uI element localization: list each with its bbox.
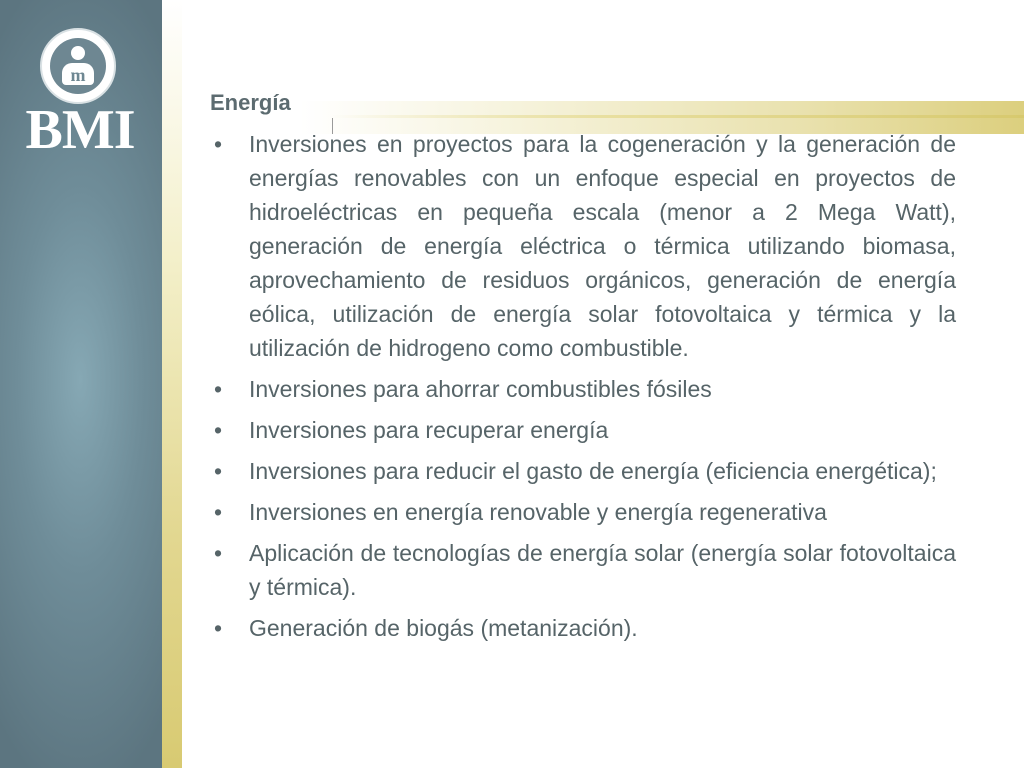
list-item-text: Inversiones para ahorrar combustibles fósiles: [249, 376, 712, 402]
list-item: [210, 372, 956, 406]
slide-title: Energía: [210, 90, 291, 115]
person-emblem-icon: [50, 38, 106, 94]
list-item-text: Inversiones para reducir el gasto de energía (eficiencia energética);: [249, 458, 937, 484]
emblem-letter: m: [70, 65, 86, 85]
bullet-icon: •: [214, 417, 223, 443]
bullet-icon: •: [214, 376, 223, 402]
list-item: [210, 536, 956, 604]
logo-text: BMI: [25, 99, 135, 161]
list-item-text: Inversiones en energía renovable y energía regenerativa: [249, 499, 827, 525]
gold-accent-strip: [162, 0, 182, 768]
bullet-icon: •: [214, 458, 223, 484]
list-item: [210, 454, 956, 488]
list-item: [210, 495, 956, 529]
bullet-icon: •: [214, 540, 223, 566]
list-item-text: Inversiones para recuperar energía: [249, 417, 609, 443]
list-item: [210, 611, 956, 645]
list-item: [210, 413, 956, 447]
bullet-icon: •: [214, 615, 223, 641]
bullet-icon: •: [214, 499, 223, 525]
title-decor-line: [330, 115, 1024, 118]
list-item-text: Generación de biogás (metanización).: [249, 615, 638, 641]
list-item-text: Inversiones en proyectos para la cogeneración y la generación de energías renovables con un enfoque especial en proyectos de hidroeléctricas en pequeña escala (menor a 2 Mega Watt), generación de energía eléctrica o térmica utilizando biomasa, aprovechamiento de residuos orgánicos, generación de energía eólica, utilización de energía solar fotovoltaica y térmica y la utilización de hidrogeno como combustible.: [249, 131, 956, 361]
bullet-list: [210, 127, 956, 652]
list-item: [210, 127, 956, 365]
list-item-text: Aplicación de tecnologías de energía solar (energía solar fotovoltaica y térmica).: [249, 540, 956, 600]
logo-emblem: [40, 28, 116, 104]
left-decorative-panel: [0, 0, 162, 768]
emblem-head: [71, 46, 85, 60]
bullet-icon: •: [214, 131, 223, 157]
